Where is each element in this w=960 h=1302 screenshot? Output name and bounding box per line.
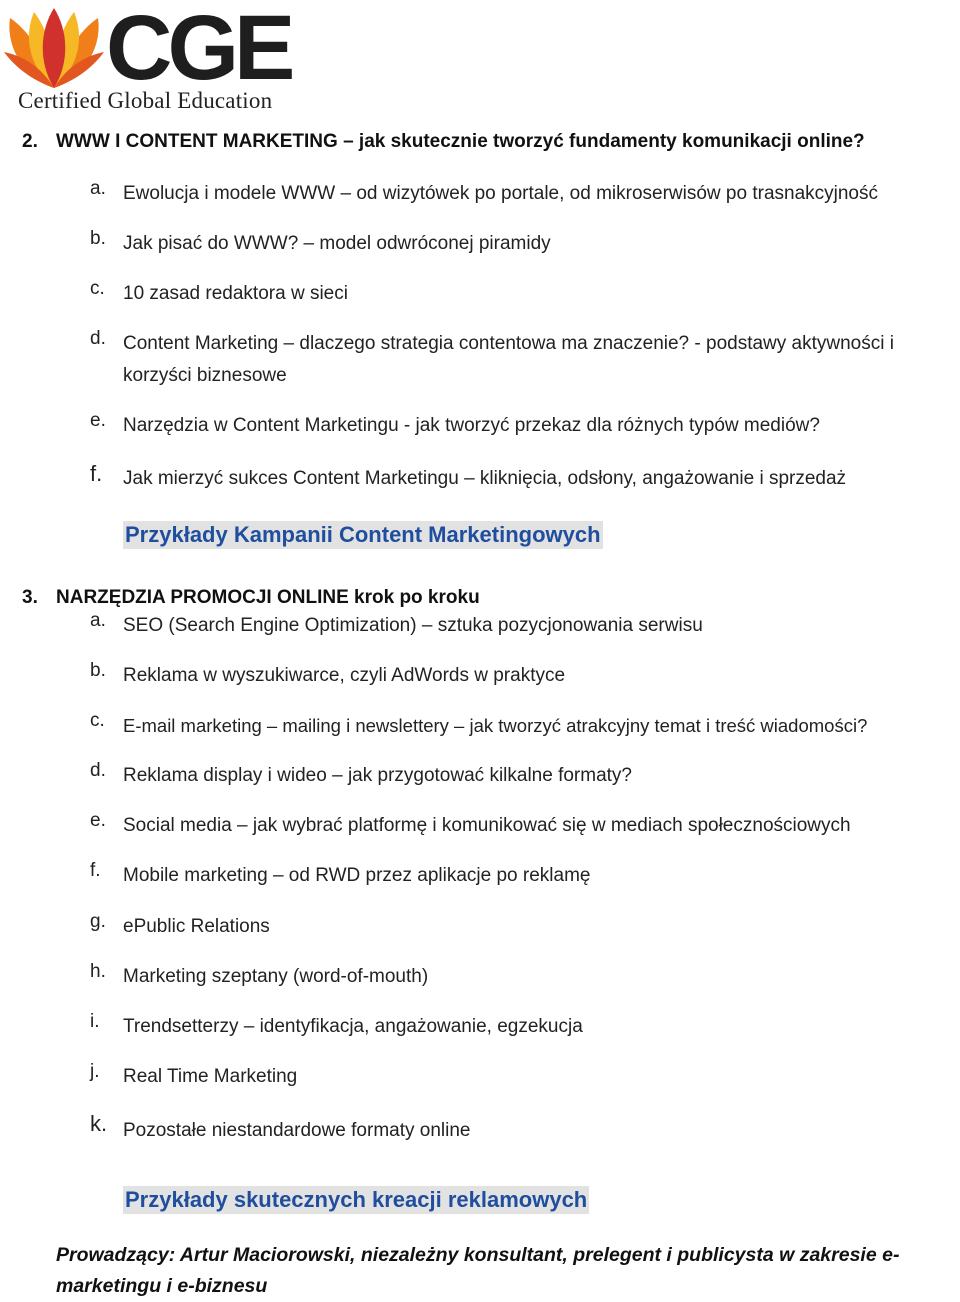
item-text: Pozostałe niestandardowe formaty online (123, 1120, 471, 1141)
examples-heading: Przykłady Kampanii Content Marketingowych (125, 522, 601, 547)
item-letter: d. (90, 328, 106, 349)
item-text: Jak mierzyć sukces Content Marketingu – kliknięcia, odsłony, angażowanie i sprzedaż (123, 468, 847, 489)
item-letter: c. (90, 710, 105, 731)
item-letter: a. (90, 178, 106, 199)
section-title: WWW I CONTENT MARKETING – jak skutecznie tworzyć fundamenty komunikacji online? (56, 131, 865, 152)
item-text: Reklama w wyszukiwarce, czyli AdWords w praktyce (123, 665, 566, 686)
cge-logo (0, 0, 291, 118)
item-text: E-mail marketing – mailing i newslettery – jak tworzyć atrakcyjny temat i treść wiadomości? (123, 715, 868, 736)
item-text: Social media – jak wybrać platformę i komunikować się w mediach społecznościowych (123, 815, 851, 836)
item-letter: a. (90, 610, 106, 631)
item-letter: b. (90, 660, 106, 681)
item-text: Real Time Marketing (123, 1066, 298, 1087)
item-letter: e. (90, 810, 106, 831)
item-letter: d. (90, 760, 106, 781)
item-text: Trendsetterzy – identyfikacja, angażowanie, egzekucja (123, 1016, 583, 1037)
item-letter: h. (90, 961, 106, 982)
item-text: SEO (Search Engine Optimization) – sztuka pozycjonowania serwisu (123, 615, 703, 636)
item-text: Narzędzia w Content Marketingu - jak tworzyć przekaz dla różnych typów mediów? (123, 415, 820, 436)
examples-heading: Przykłady skutecznych kreacji reklamowych (125, 1187, 588, 1212)
item-text: Ewolucja i modele WWW – od wizytówek po portale, od mikroserwisów po trasnakcyjność (123, 183, 878, 204)
item-text: 10 zasad redaktora w sieci (123, 283, 348, 304)
item-letter: f. (90, 461, 103, 486)
section-2-heading (0, 131, 960, 157)
logo-tagline: Certified Global Education (18, 88, 273, 113)
item-letter: k. (90, 1111, 108, 1136)
lotus-flower-icon (2, 6, 106, 90)
item-letter: e. (90, 410, 106, 431)
item-text: Jak pisać do WWW? – model odwróconej piramidy (123, 233, 551, 254)
item-letter: b. (90, 228, 106, 249)
section-number: 3. (22, 587, 38, 608)
item-letter: i. (90, 1011, 100, 1032)
section-number: 2. (22, 131, 38, 152)
item-letter: j. (90, 1061, 100, 1082)
item-text: ePublic Relations (123, 916, 270, 937)
item-text: Marketing szeptany (word-of-mouth) (123, 966, 429, 987)
item-text: Content Marketing – dlaczego strategia contentowa ma znaczenie? - podstawy aktywności i korzyści biznesowe (123, 333, 894, 386)
item-letter: f. (90, 860, 101, 881)
item-text: Mobile marketing – od RWD przez aplikacje po reklamę (123, 865, 591, 886)
section-title: NARZĘDZIA PROMOCJI ONLINE krok po kroku (56, 587, 480, 608)
item-letter: c. (90, 278, 105, 299)
logo-wordmark: CGE (106, 0, 291, 99)
lecturer-note: Prowadzący: Artur Maciorowski, niezależny konsultant, prelegent i publicysta w zakresie e-marketingu i e-biznesu (56, 1244, 900, 1297)
item-letter: g. (90, 911, 106, 932)
item-text: Reklama display i wideo – jak przygotować kilkalne formaty? (123, 765, 633, 786)
